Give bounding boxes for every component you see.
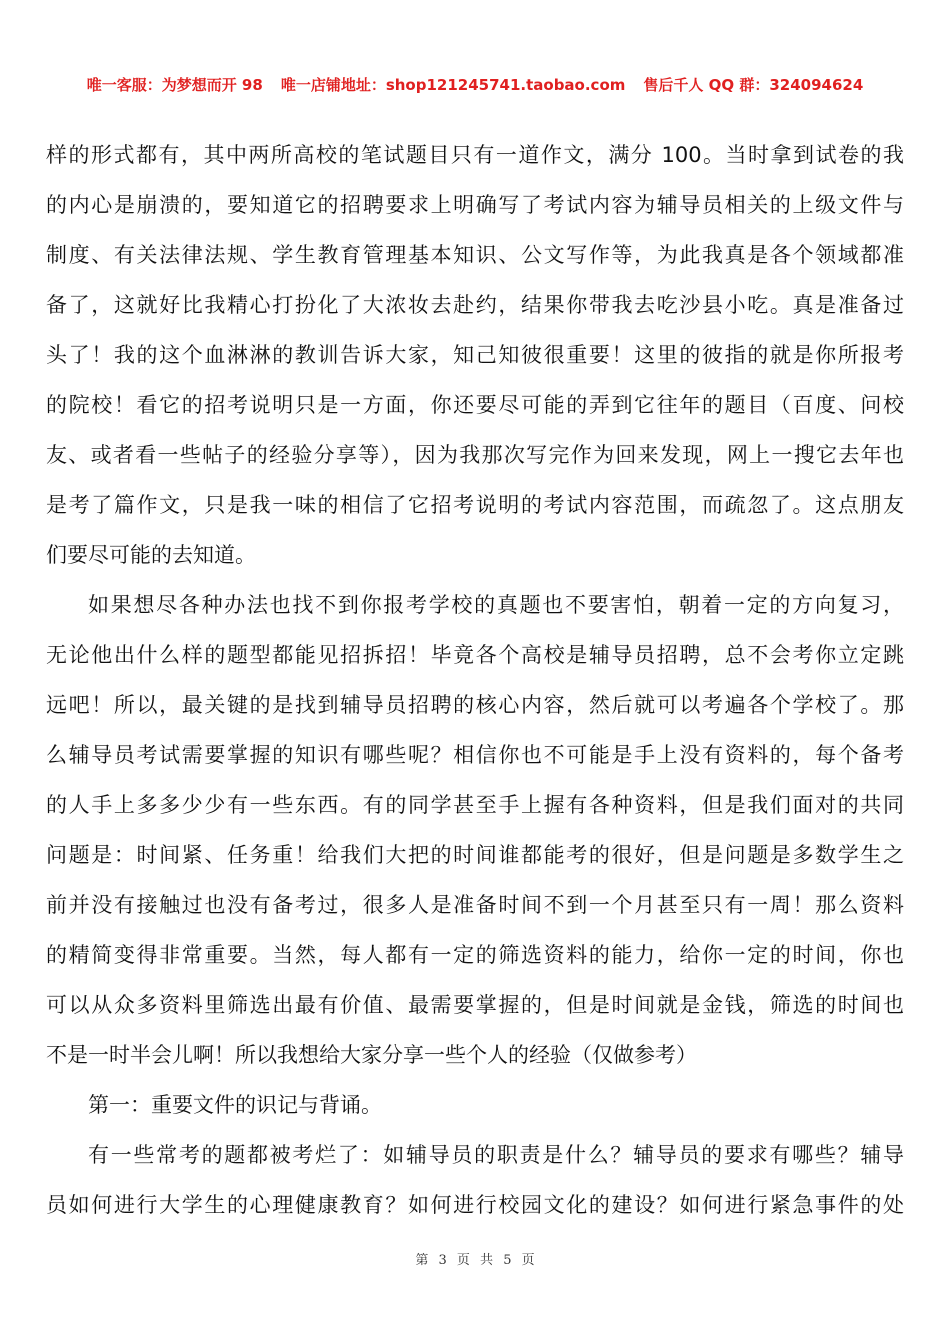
text-line: 么辅导员考试需要掌握的知识有哪些呢？相信你也不可能是手上没有资料的，每个备考	[46, 743, 904, 767]
text-line: 制度、有关法律法规、学生教育管理基本知识、公文写作等，为此我真是各个领域都准	[46, 243, 904, 267]
text-line: 的精简变得非常重要。当然，每人都有一定的筛选资料的能力，给你一定的时间，你也	[46, 943, 904, 967]
page-header	[0, 74, 950, 95]
text-line: 友、或者看一些帖子的经验分享等），因为我那次写完作为回来发现，网上一搜它去年也	[46, 443, 904, 467]
header-service: 唯一客服：为梦想而开 98	[86, 76, 263, 94]
text-line: 们要尽可能的去知道。	[46, 543, 256, 567]
text-line: 不是一时半会儿啊！所以我想给大家分享一些个人的经验（仅做参考）	[46, 1043, 697, 1067]
page-number: 第 3 页 共 5 页	[415, 1253, 535, 1268]
text-line: 远吧！所以，最关键的是找到辅导员招聘的核心内容，然后就可以考遍各个学校了。那	[46, 693, 904, 717]
text-line: 前并没有接触过也没有备考过，很多人是准备时间不到一个月甚至只有一周！那么资料	[46, 893, 904, 917]
header-qq-group: 售后千人 QQ 群：324094624	[643, 76, 864, 94]
text-line: 可以从众多资料里筛选出最有价值、最需要掌握的，但是时间就是金钱，筛选的时间也	[46, 993, 904, 1017]
text-line: 问题是：时间紧、任务重！给我们大把的时间谁都能考的很好，但是问题是多数学生之	[46, 843, 904, 867]
text-line: 员如何进行大学生的心理健康教育？如何进行校园文化的建设？如何进行紧急事件的处	[46, 1193, 904, 1217]
text-line: 的人手上多多少少有一些东西。有的同学甚至手上握有各种资料，但是我们面对的共同	[46, 793, 904, 817]
text-line: 头了！我的这个血淋淋的教训告诉大家，知己知彼很重要！这里的彼指的就是你所报考	[46, 343, 904, 367]
header-shop-address: 唯一店铺地址：shop121245741.taobao.com	[280, 76, 626, 94]
text-line: 样的形式都有，其中两所高校的笔试题目只有一道作文，满分 100。当时拿到试卷的我	[46, 143, 904, 167]
text-line: 的内心是崩溃的，要知道它的招聘要求上明确写了考试内容为辅导员相关的上级文件与	[46, 193, 904, 217]
paragraph-start-line: 有一些常考的题都被考烂了：如辅导员的职责是什么？辅导员的要求有哪些？辅导	[88, 1143, 904, 1167]
text-line: 的院校！看它的招考说明只是一方面，你还要尽可能的弄到它往年的题目（百度、问校	[46, 393, 904, 417]
text-line: 无论他出什么样的题型都能见招拆招！毕竟各个高校是辅导员招聘，总不会考你立定跳	[46, 643, 904, 667]
paragraph-start-line: 如果想尽各种办法也找不到你报考学校的真题也不要害怕，朝着一定的方向复习，	[88, 593, 904, 617]
document-body	[46, 133, 904, 1233]
text-line: 是考了篇作文，只是我一味的相信了它招考说明的考试内容范围，而疏忽了。这点朋友	[46, 493, 904, 517]
section-heading: 第一：重要文件的识记与背诵。	[88, 1093, 382, 1117]
text-line: 备了，这就好比我精心打扮化了大浓妆去赴约，结果你带我去吃沙县小吃。真是准备过	[46, 293, 904, 317]
